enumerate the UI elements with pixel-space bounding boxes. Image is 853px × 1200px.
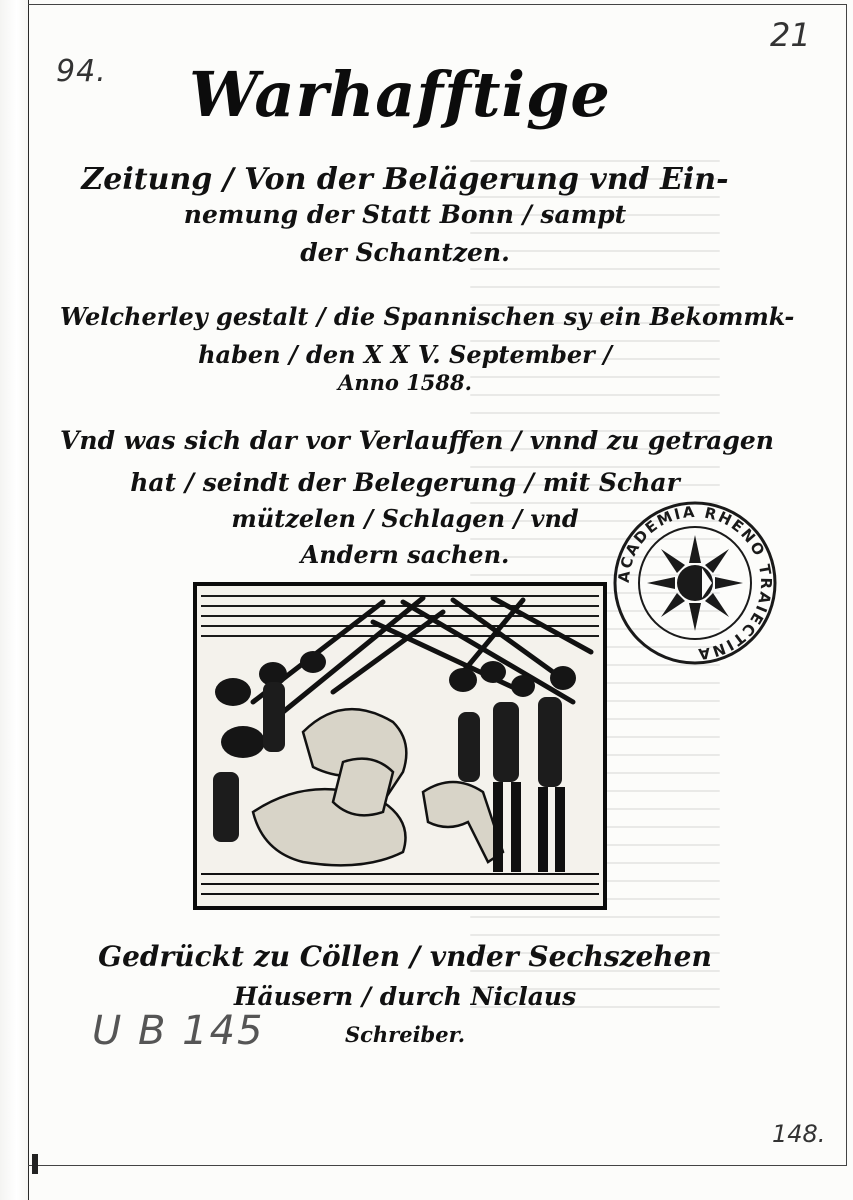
stamp-text: ACADEMIA RHENO TRAIECTINA [614, 502, 776, 664]
handwritten-number-bottom-right: 148. [772, 1120, 826, 1148]
account-line-4: Andern sachen. [300, 540, 510, 569]
detail-line-2: haben / den X X V. September / [198, 340, 612, 369]
imprint-line-2: Häusern / durch Niclaus [233, 982, 577, 1011]
account-line-1: Vnd was sich dar vor Verlauffen / vnnd zu getragen [60, 426, 774, 455]
page-corner-mark [30, 1154, 40, 1174]
handwritten-number-top-right: 21 [770, 16, 811, 54]
subtitle-line-2: nemung der Statt Bonn / sampt [183, 200, 627, 229]
detail-line-3: Anno 1588. [338, 370, 472, 395]
document-title: Warhafftige [189, 58, 611, 131]
battle-scene-woodcut-icon [193, 582, 607, 910]
handwritten-call-number: U B 145 [92, 1008, 265, 1054]
imprint-line-1: Gedrückt zu Cöllen / vnder Sechszehen [98, 940, 712, 973]
library-seal-stamp [610, 498, 780, 668]
binding-edge [0, 0, 29, 1200]
subtitle-line-3: der Schantzen. [300, 238, 510, 267]
handwritten-number-top-left: 94. [56, 54, 107, 89]
imprint-line-3: Schreiber. [344, 1022, 466, 1047]
subtitle-line-1: Zeitung / Von der Belägerung vnd Ein- [81, 162, 729, 197]
account-line-3: mützelen / Schlagen / vnd [231, 504, 579, 533]
detail-line-1: Welcherley gestalt / die Spannischen sy ein Bekommk- [60, 302, 795, 331]
account-line-2: hat / seindt der Belegerung / mit Schar [130, 468, 680, 497]
